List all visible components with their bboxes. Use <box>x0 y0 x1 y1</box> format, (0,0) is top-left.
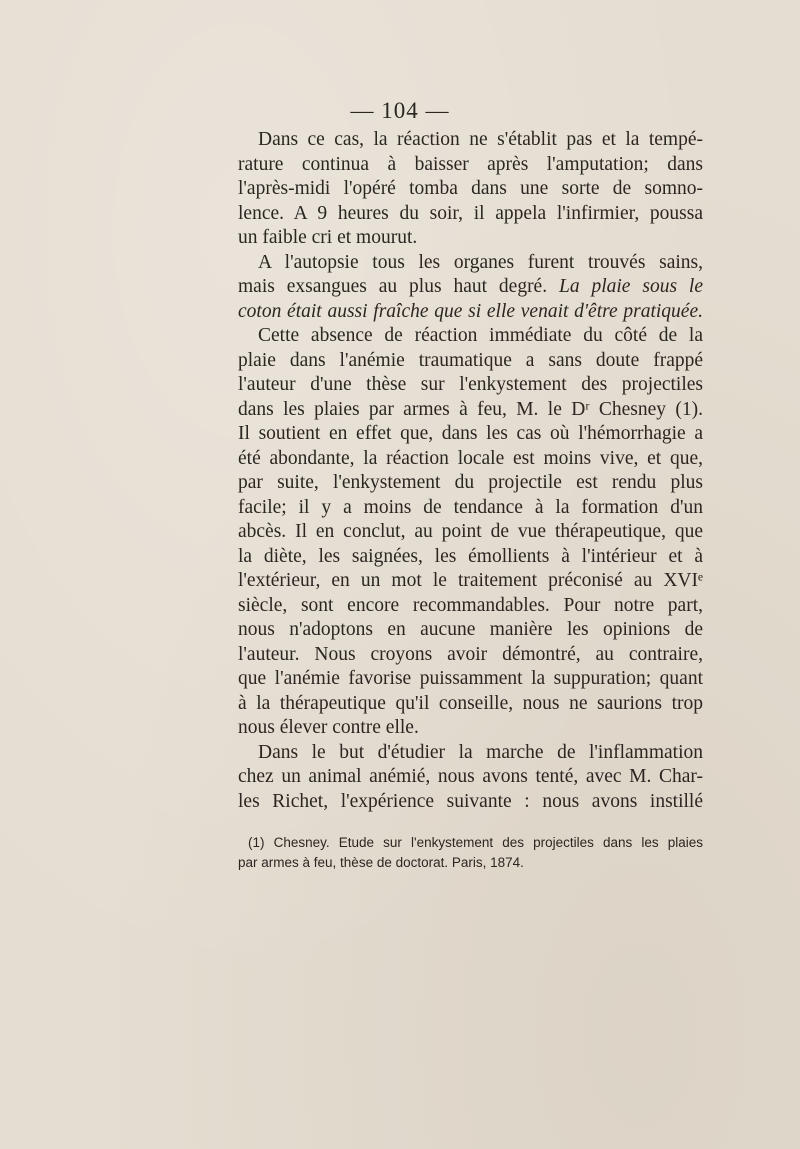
line-text: Dans le but d'étudier la marche de l'inflammation <box>258 741 703 763</box>
text-line <box>238 716 703 741</box>
line-text: un faible cri et mourut. <box>238 227 418 248</box>
text-line <box>238 324 703 349</box>
footnote-line: (1) Chesney. Etude sur l'enkystement des projectiles dans les plaies <box>248 835 703 850</box>
text-line <box>238 667 703 692</box>
line-text: nous élever contre elle. <box>238 717 419 738</box>
line-text: à la thérapeutique qu'il conseille, nous ne saurions trop <box>238 692 703 714</box>
line-text: abcès. Il en conclut, au point de vue thérapeutique, que <box>238 521 703 542</box>
text-line <box>238 300 703 325</box>
text-line <box>238 128 703 153</box>
text-line <box>238 226 703 251</box>
line-text: Cette absence de réaction immédiate du côté de la <box>258 325 703 346</box>
line-text: par suite, l'enkystement du projectile est rendu plus <box>238 472 703 493</box>
line-text: lence. A 9 heures du soir, il appela l'infirmier, poussa <box>238 202 703 224</box>
line-text: l'extérieur, en un mot le traitement préconisé au XVIᵉ <box>238 570 703 591</box>
text-line <box>238 349 703 374</box>
text-line <box>238 692 703 717</box>
text-line <box>238 251 703 276</box>
text-line <box>238 594 703 619</box>
text-line <box>238 790 703 815</box>
text-line <box>238 447 703 472</box>
text-line <box>238 569 703 594</box>
footnote-line: par armes à feu, thèse de doctorat. Paris, 1874. <box>238 855 524 870</box>
text-line <box>238 398 703 423</box>
line-text: facile; il y a moins de tendance à la formation d'un <box>238 496 703 518</box>
line-text: plaie dans l'anémie traumatique a sans doute frappé <box>238 349 703 371</box>
line-text: dans les plaies par armes à feu, M. le Dʳ Chesney (1). <box>238 398 703 420</box>
text-line <box>238 153 703 178</box>
line-text: Dans ce cas, la réaction ne s'établit pas et la tempé- <box>258 129 703 150</box>
text-line <box>238 643 703 668</box>
text-line <box>238 496 703 521</box>
text-line <box>238 275 703 300</box>
line-text: la diète, les saignées, les émollients à l'intérieur et à <box>238 545 703 567</box>
text-line <box>238 765 703 790</box>
line-text: mais exsangues au plus haut degré. <box>238 276 548 297</box>
line-text: siècle, sont encore recommandables. Pour notre part, <box>238 594 703 616</box>
text-line <box>238 373 703 398</box>
line-text: l'auteur. Nous croyons avoir démontré, au contraire, <box>238 643 703 665</box>
text-line <box>238 422 703 447</box>
line-text: l'auteur d'une thèse sur l'enkystement des projectiles <box>238 374 703 395</box>
text-line <box>238 202 703 227</box>
text-line <box>238 741 703 766</box>
line-text: été abondante, la réaction locale est moins vive, et que, <box>238 447 703 469</box>
text-line <box>238 545 703 570</box>
text-line <box>238 471 703 496</box>
line-text: l'après-midi l'opéré tomba dans une sorte de somno- <box>238 178 703 199</box>
line-text: rature continua à baisser après l'amputation; dans <box>238 153 703 175</box>
line-text: Il soutient en effet que, dans les cas où l'hémorrhagie a <box>238 423 703 444</box>
line-text: nous n'adoptons en aucune manière les opinions de <box>238 619 703 640</box>
footnote <box>238 833 703 873</box>
italic-text: coton était aussi fraîche que si elle venait d'être pratiquée. <box>238 300 703 322</box>
page-number: — 104 — <box>350 98 450 123</box>
body-text <box>238 128 703 814</box>
line-text: chez un animal anémié, nous avons tenté, avec M. Char- <box>238 766 703 787</box>
line-text: les Richet, l'expérience suivante : nous avons instillé <box>238 790 703 812</box>
line-text: A l'autopsie tous les organes furent trouvés sains, <box>258 251 703 273</box>
text-line <box>238 177 703 202</box>
text-line <box>238 618 703 643</box>
line-text: que l'anémie favorise puissamment la suppuration; quant <box>238 668 703 689</box>
italic-text: La plaie sous le <box>558 276 703 297</box>
text-line <box>238 520 703 545</box>
